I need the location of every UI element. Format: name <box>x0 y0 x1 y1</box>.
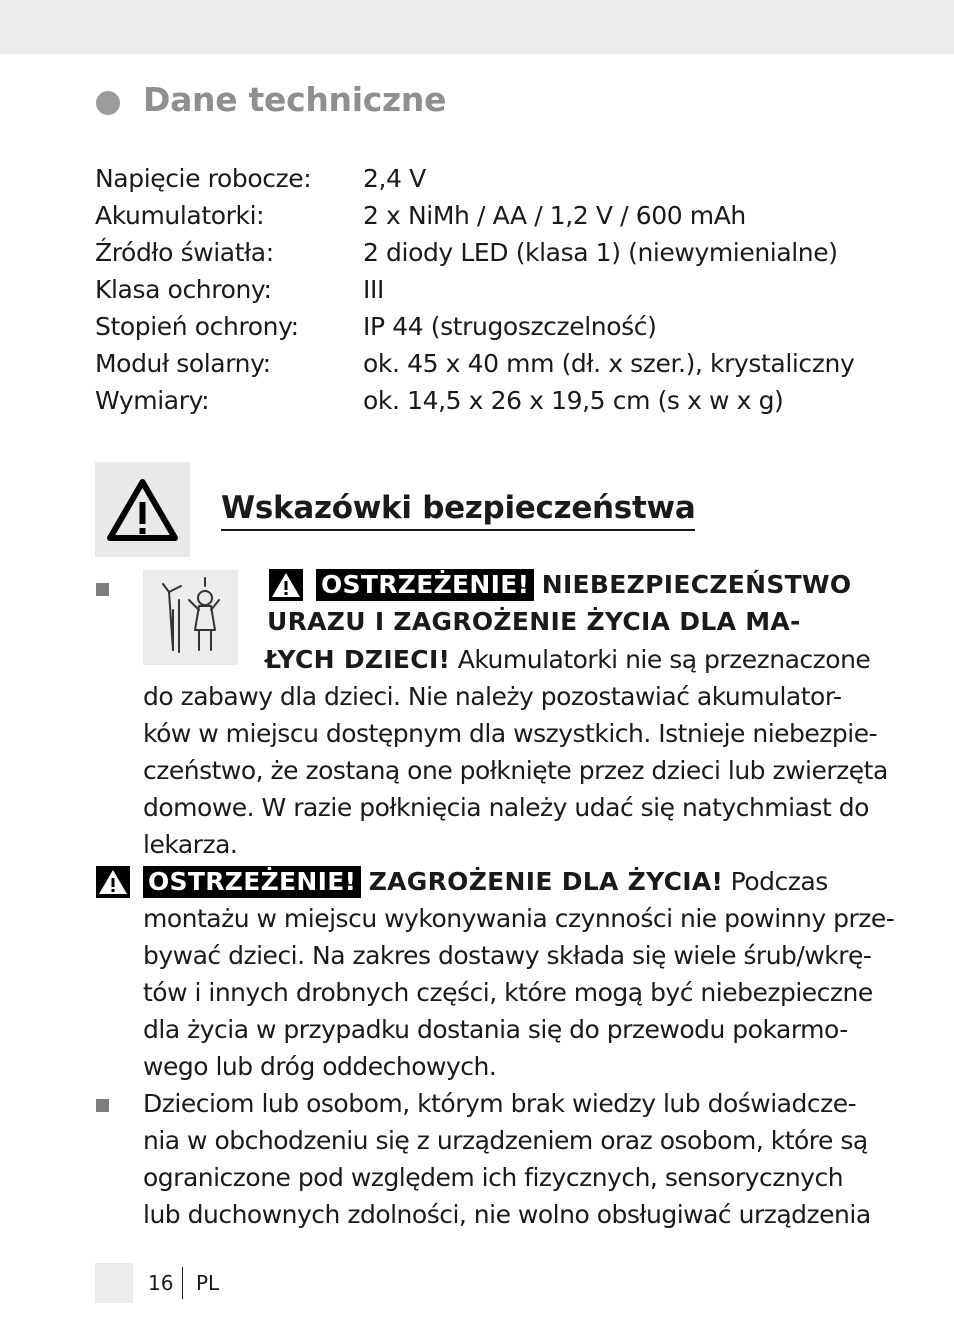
spec-value: III <box>363 275 384 304</box>
section-title: Dane techniczne <box>143 80 447 119</box>
body-text-line: czeństwo, że zostaną one połknięte przez dzieci lub zwierzęta <box>143 756 888 785</box>
safety-title: Wskazówki bezpieczeństwa <box>221 490 695 531</box>
body-text-line: ków w miejscu dostępnym dla wszystkich. Istnieje niebezpie- <box>143 719 878 748</box>
warning-2-line-1 <box>143 863 828 900</box>
warning-2-heading: ZAGROŻENIE DLA ŻYCIA! <box>368 867 724 896</box>
warning-1-heading-2: URAZU I ZAGROŻENIE ŻYCIA DLA MA- <box>267 607 801 636</box>
page-header-band <box>0 0 954 54</box>
body-text-line: ograniczone pod względem ich fizycznych, sensorycznych <box>143 1163 844 1192</box>
warning-icon-box <box>95 462 190 557</box>
warning-badge: OSTRZEŻENIE! <box>143 866 361 898</box>
body-text-line: do zabawy dla dzieci. Nie należy pozostawiać akumulator- <box>143 682 842 711</box>
spec-label: Napięcie robocze: <box>95 164 312 193</box>
body-text-line: lekarza. <box>143 830 238 859</box>
body-text-line: wego lub dróg oddechowych. <box>143 1052 497 1081</box>
spec-label: Akumulatorki: <box>95 201 265 230</box>
body-text-line: bywać dzieci. Na zakres dostawy składa się wiele śrub/wkrę- <box>143 941 872 970</box>
warning-2-text: Podczas <box>723 867 828 896</box>
child-warning-pictogram <box>143 570 238 665</box>
spec-label: Moduł solarny: <box>95 349 271 378</box>
warning-1-heading-3: ŁYCH DZIECI! <box>265 645 451 674</box>
child-with-toy-icon <box>143 570 238 665</box>
section-bullet-icon <box>96 91 120 115</box>
footer-divider <box>182 1267 183 1299</box>
list-bullet-icon <box>96 583 109 596</box>
spec-value: 2 x NiMh / AA / 1,2 V / 600 mAh <box>363 201 746 230</box>
spec-value: ok. 45 x 40 mm (dł. x szer.), krystaliczny <box>363 349 855 378</box>
spec-value: ok. 14,5 x 26 x 19,5 cm (s x w x g) <box>363 386 784 415</box>
warning-triangle-icon <box>95 462 190 557</box>
language-code: PL <box>196 1271 220 1295</box>
list-bullet-icon <box>96 1099 109 1112</box>
warning-1-line-3 <box>265 641 870 678</box>
spec-value: IP 44 (strugoszczelność) <box>363 312 657 341</box>
spec-label: Wymiary: <box>95 386 210 415</box>
spec-value: 2,4 V <box>363 164 426 193</box>
body-text-line: montażu w miejscu wykonywania czynności nie powinny prze- <box>143 904 895 933</box>
body-text-line: Dzieciom lub osobom, którym brak wiedzy lub doświadcze- <box>143 1089 857 1118</box>
body-text-line: tów i innych drobnych części, które mogą być niebezpieczne <box>143 978 873 1007</box>
warning-1-heading: NIEBEZPIECZEŃSTWO <box>541 570 852 599</box>
body-text-line: dla życia w przypadku dostania się do przewodu pokarmo- <box>143 1015 848 1044</box>
page-number: 16 <box>148 1271 174 1295</box>
spec-label: Źródło światła: <box>95 238 274 267</box>
warning-1-text: Akumulatorki nie są przeznaczone <box>450 645 871 674</box>
spec-value: 2 diody LED (klasa 1) (niewymienialne) <box>363 238 838 267</box>
spec-label: Klasa ochrony: <box>95 275 272 304</box>
warning-icon <box>269 569 303 601</box>
footer-tab <box>95 1263 133 1303</box>
body-text-line: nia w obchodzeniu się z urządzeniem oraz osobom, które są <box>143 1126 868 1155</box>
warning-1-line-1 <box>316 566 851 603</box>
warning-icon <box>96 866 130 898</box>
body-text-line: lub duchownych zdolności, nie wolno obsługiwać urządzenia <box>143 1200 871 1229</box>
warning-badge: OSTRZEŻENIE! <box>316 569 534 601</box>
body-text-line: domowe. W razie połknięcia należy udać się natychmiast do <box>143 793 869 822</box>
spec-label: Stopień ochrony: <box>95 312 299 341</box>
